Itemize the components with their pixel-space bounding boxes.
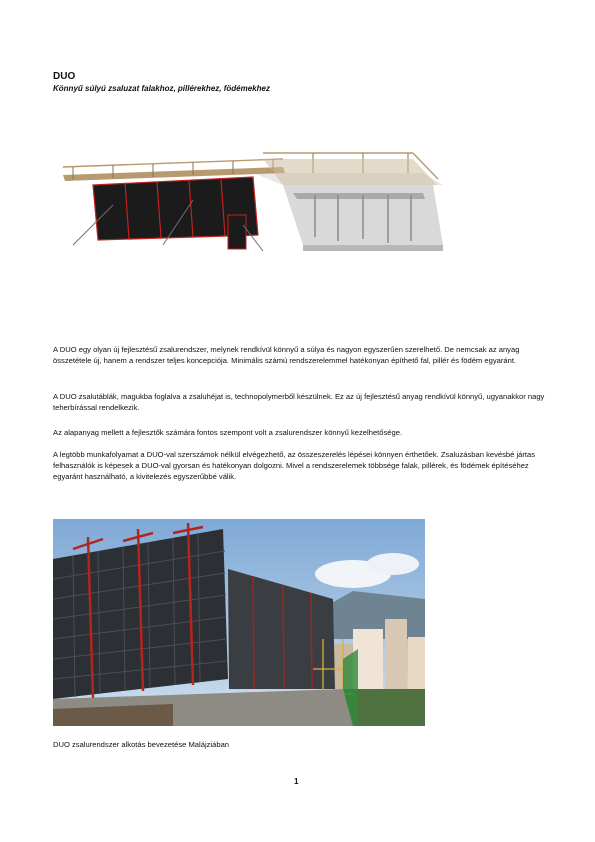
document-subtitle: Könnyű súlyú zsaluzat falakhoz, pillérekhez, födémekhez [53, 84, 270, 93]
paragraph-handling: Az alapanyag mellett a fejlesztők számára fontos szempont volt a zsalurendszer könnyű kezelhetősége. [53, 428, 403, 437]
document-title: DUO [53, 71, 76, 82]
page-number: 1 [294, 777, 299, 786]
paragraph-intro: A DUO egy olyan új fejlesztésű zsalurendszer, melynek rendkívül könnyű a súlya és nagyon egyszerűen szerelhető. De nemcsak az anyag összetétele új, hanem a rendszer teljes koncepciója. Minimális számú rendszerelemmel hatékonyan építhető fal, pillér és födém egyaránt. [53, 345, 520, 365]
formwork-render-image [53, 145, 443, 253]
photo-caption: DUO zsalurendszer alkotás bevezetése Malájziában [53, 740, 230, 749]
paragraph-material: A DUO zsalutáblák, magukba foglalva a zsaluhéjat is, technopolymerből készülnek. Ez az új fejlesztésű anyag rendkívül könnyű, ugyanakkor nagy teherbírással rendelkezik. [53, 392, 545, 412]
paragraph-workflow: A legtöbb munkafolyamat a DUO-val szerszámok nélkül elvégezhető, az összeszerelés lépései könnyen érthetőek. Zsaluzásban kevésbé jártas felhasználók is képesek a DUO-val gyorsan és hatékonyan dolgozni. Mivel a rendszerelemek többsége falak, pillérek, és födémek építéséhez egyaránt használható, a kivitelezés egyszerűbbé válik. [53, 450, 536, 481]
construction-site-photo [53, 519, 425, 726]
